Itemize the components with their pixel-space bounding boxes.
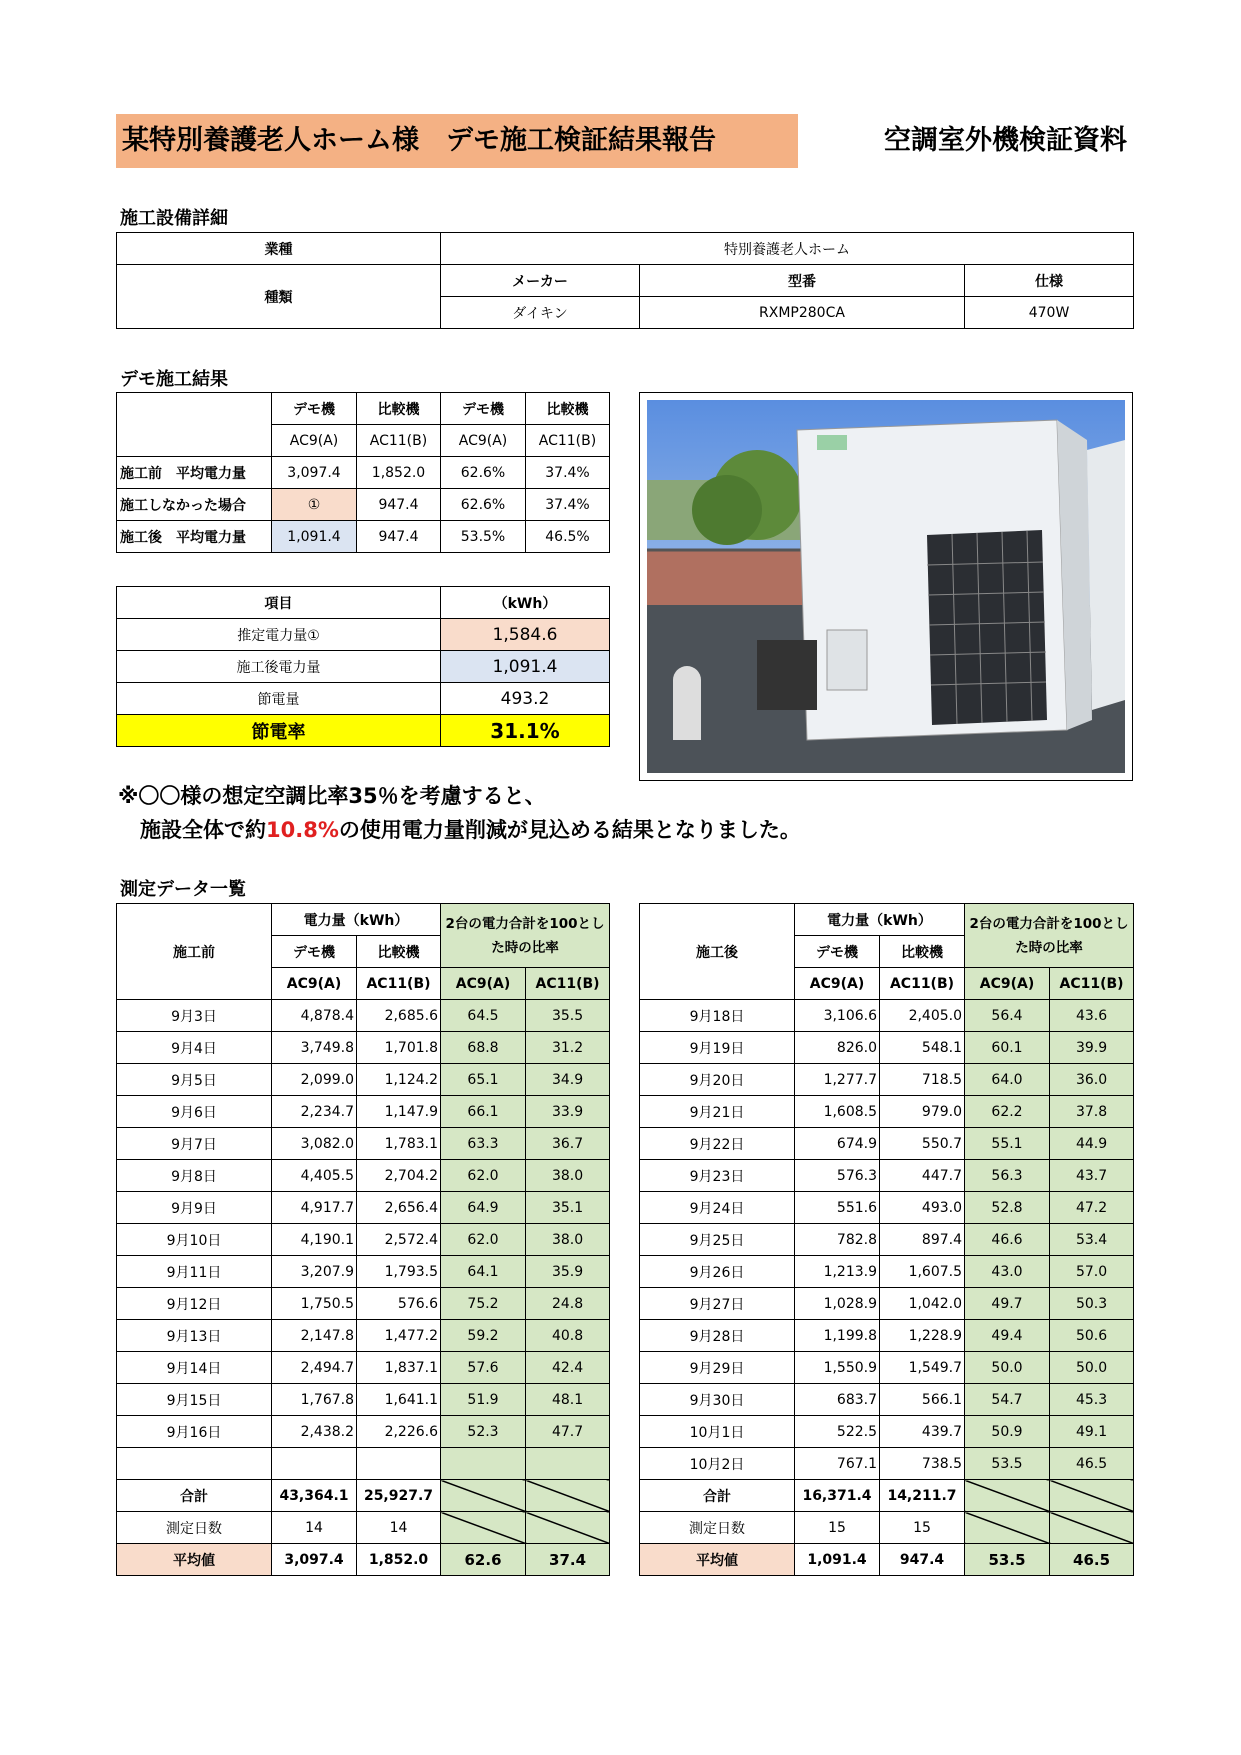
demo-value-cell: 2,147.8 bbox=[272, 1320, 357, 1352]
spec-label: 仕様 bbox=[965, 265, 1134, 297]
reduction-rate: 10.8% bbox=[266, 818, 339, 842]
period-title: 施工前 bbox=[117, 904, 272, 1000]
ratio-a-cell: 49.7 bbox=[965, 1288, 1050, 1320]
date-cell: 9月16日 bbox=[117, 1416, 272, 1448]
date-cell: 9月23日 bbox=[640, 1160, 795, 1192]
demo-value-cell: 3,106.6 bbox=[795, 1000, 880, 1032]
days-compare: 14 bbox=[357, 1512, 441, 1544]
unit-b-label: AC11(B) bbox=[1050, 968, 1134, 1000]
date-cell: 9月11日 bbox=[117, 1256, 272, 1288]
photo-frame bbox=[639, 392, 1133, 781]
table-row bbox=[640, 1000, 1134, 1032]
date-cell: 9月21日 bbox=[640, 1096, 795, 1128]
ratio-a-cell: 66.1 bbox=[441, 1096, 526, 1128]
table-row bbox=[117, 1096, 610, 1128]
diagonal-cell bbox=[1050, 1512, 1134, 1544]
maker-label: メーカー bbox=[441, 265, 640, 297]
demo-value-cell: 4,405.5 bbox=[272, 1160, 357, 1192]
cell: 947.4 bbox=[357, 489, 441, 521]
ratio-a-cell: 56.3 bbox=[965, 1160, 1050, 1192]
after-measurement-table bbox=[639, 903, 1134, 1576]
cell: 62.6% bbox=[441, 457, 526, 489]
demo-value-cell: 551.6 bbox=[795, 1192, 880, 1224]
table-row bbox=[640, 1064, 1134, 1096]
ratio-b-cell: 44.9 bbox=[1050, 1128, 1134, 1160]
total-compare: 25,927.7 bbox=[357, 1480, 441, 1512]
cell: 37.4% bbox=[526, 489, 610, 521]
avg-compare: 1,852.0 bbox=[357, 1544, 441, 1576]
table-row bbox=[640, 1384, 1134, 1416]
total-label: 合計 bbox=[117, 1480, 272, 1512]
demo-value-cell: 3,749.8 bbox=[272, 1032, 357, 1064]
ratio-a-cell: 62.0 bbox=[441, 1160, 526, 1192]
item-header: 項目 bbox=[117, 587, 441, 619]
table-row bbox=[117, 1448, 610, 1480]
total-compare: 14,211.7 bbox=[880, 1480, 965, 1512]
note-line-2 bbox=[118, 813, 801, 847]
ratio-a-cell: 49.4 bbox=[965, 1320, 1050, 1352]
total-demo: 16,371.4 bbox=[795, 1480, 880, 1512]
ratio-a-cell: 65.1 bbox=[441, 1064, 526, 1096]
demo-value-cell: 3,082.0 bbox=[272, 1128, 357, 1160]
results-table bbox=[116, 392, 610, 553]
ratio-a-cell: 55.1 bbox=[965, 1128, 1050, 1160]
ratio-a-cell: 50.0 bbox=[965, 1352, 1050, 1384]
compare-value-cell: 2,226.6 bbox=[357, 1416, 441, 1448]
demo-value-cell: 1,750.5 bbox=[272, 1288, 357, 1320]
ratio-a-cell: 52.3 bbox=[441, 1416, 526, 1448]
compare-value-cell: 1,837.1 bbox=[357, 1352, 441, 1384]
demo-value-cell: 3,207.9 bbox=[272, 1256, 357, 1288]
ratio-a-cell: 50.9 bbox=[965, 1416, 1050, 1448]
demo-value-cell: 2,099.0 bbox=[272, 1064, 357, 1096]
ratio-b-cell bbox=[526, 1448, 610, 1480]
ratio-a-cell: 64.0 bbox=[965, 1064, 1050, 1096]
ratio-b-cell: 34.9 bbox=[526, 1064, 610, 1096]
row-label: 施工前 平均電力量 bbox=[117, 457, 272, 489]
demo-value-cell: 522.5 bbox=[795, 1416, 880, 1448]
maker-value: ダイキン bbox=[441, 297, 640, 329]
row-label: 施工後 平均電力量 bbox=[117, 521, 272, 553]
demo-value-cell: 1,213.9 bbox=[795, 1256, 880, 1288]
avg-demo: 3,097.4 bbox=[272, 1544, 357, 1576]
demo-value-cell: 782.8 bbox=[795, 1224, 880, 1256]
ratio-b-cell: 33.9 bbox=[526, 1096, 610, 1128]
table-row bbox=[640, 1352, 1134, 1384]
ratio-b-cell: 57.0 bbox=[1050, 1256, 1134, 1288]
savings-value: 1,091.4 bbox=[441, 651, 610, 683]
compare-value-cell: 2,656.4 bbox=[357, 1192, 441, 1224]
results-col-unit: AC9(A) bbox=[441, 425, 526, 457]
results-section-title: デモ施工結果 bbox=[120, 369, 228, 390]
avg-ratio-b: 46.5 bbox=[1050, 1544, 1134, 1576]
table-row bbox=[640, 1128, 1134, 1160]
compare-value-cell: 1,147.9 bbox=[357, 1096, 441, 1128]
demo-value-cell: 1,550.9 bbox=[795, 1352, 880, 1384]
compare-value-cell bbox=[357, 1448, 441, 1480]
ratio-a-cell bbox=[441, 1448, 526, 1480]
compare-value-cell: 1,549.7 bbox=[880, 1352, 965, 1384]
compare-value-cell: 493.0 bbox=[880, 1192, 965, 1224]
savings-label: 施工後電力量 bbox=[117, 651, 441, 683]
ratio-b-cell: 38.0 bbox=[526, 1160, 610, 1192]
industry-label: 業種 bbox=[117, 233, 441, 265]
ratio-b-cell: 35.9 bbox=[526, 1256, 610, 1288]
days-demo: 15 bbox=[795, 1512, 880, 1544]
diagonal-cell bbox=[441, 1480, 526, 1512]
industry-value: 特別養護老人ホーム bbox=[441, 233, 1134, 265]
ratio-b-cell: 35.5 bbox=[526, 1000, 610, 1032]
ratio-a-cell: 68.8 bbox=[441, 1032, 526, 1064]
compare-value-cell: 2,572.4 bbox=[357, 1224, 441, 1256]
cell: 37.4% bbox=[526, 457, 610, 489]
table-row bbox=[640, 1160, 1134, 1192]
unit-b-label: AC11(B) bbox=[526, 968, 610, 1000]
date-cell: 9月12日 bbox=[117, 1288, 272, 1320]
table-row bbox=[117, 521, 610, 553]
ratio-b-cell: 39.9 bbox=[1050, 1032, 1134, 1064]
compare-value-cell: 1,477.2 bbox=[357, 1320, 441, 1352]
demo-label: デモ機 bbox=[795, 936, 880, 968]
compare-value-cell: 1,042.0 bbox=[880, 1288, 965, 1320]
conclusion-note bbox=[118, 779, 801, 847]
table-row bbox=[117, 1000, 610, 1032]
date-cell: 9月4日 bbox=[117, 1032, 272, 1064]
results-col-unit: AC11(B) bbox=[526, 425, 610, 457]
days-compare: 15 bbox=[880, 1512, 965, 1544]
date-cell: 9月26日 bbox=[640, 1256, 795, 1288]
results-col-unit: AC11(B) bbox=[357, 425, 441, 457]
demo-value-cell: 826.0 bbox=[795, 1032, 880, 1064]
date-cell: 9月15日 bbox=[117, 1384, 272, 1416]
results-col-header: 比較機 bbox=[526, 393, 610, 425]
cell: 62.6% bbox=[441, 489, 526, 521]
ratio-b-cell: 46.5 bbox=[1050, 1448, 1134, 1480]
power-header: 電力量（kWh） bbox=[272, 904, 441, 936]
table-row bbox=[640, 1320, 1134, 1352]
before-measurement-table bbox=[116, 903, 610, 1576]
measurement-section-title: 測定データ一覧 bbox=[120, 879, 246, 900]
table-row bbox=[117, 1032, 610, 1064]
compare-value-cell: 1,607.5 bbox=[880, 1256, 965, 1288]
note-text: の使用電力量削減が見込める結果となりました。 bbox=[338, 818, 801, 842]
savings-value: 493.2 bbox=[441, 683, 610, 715]
unit-a-label: AC9(A) bbox=[965, 968, 1050, 1000]
date-cell: 9月6日 bbox=[117, 1096, 272, 1128]
savings-label: 節電量 bbox=[117, 683, 441, 715]
date-cell bbox=[117, 1448, 272, 1480]
equipment-table bbox=[116, 232, 1134, 329]
demo-value-cell: 4,190.1 bbox=[272, 1224, 357, 1256]
ratio-b-cell: 45.3 bbox=[1050, 1384, 1134, 1416]
date-cell: 9月20日 bbox=[640, 1064, 795, 1096]
cell: 3,097.4 bbox=[272, 457, 357, 489]
unit-b-label: AC11(B) bbox=[357, 968, 441, 1000]
days-label: 測定日数 bbox=[640, 1512, 795, 1544]
model-label: 型番 bbox=[640, 265, 965, 297]
compare-value-cell: 718.5 bbox=[880, 1064, 965, 1096]
ratio-a-cell: 60.1 bbox=[965, 1032, 1050, 1064]
table-row bbox=[117, 1416, 610, 1448]
ratio-a-cell: 43.0 bbox=[965, 1256, 1050, 1288]
compare-value-cell: 979.0 bbox=[880, 1096, 965, 1128]
ratio-a-cell: 53.5 bbox=[965, 1448, 1050, 1480]
total-label: 合計 bbox=[640, 1480, 795, 1512]
table-row bbox=[117, 489, 610, 521]
avg-ratio-a: 62.6 bbox=[441, 1544, 526, 1576]
date-cell: 9月3日 bbox=[117, 1000, 272, 1032]
ratio-header: 2台の電力合計を100とした時の比率 bbox=[965, 904, 1134, 968]
date-cell: 9月14日 bbox=[117, 1352, 272, 1384]
note-text: 施設全体で約 bbox=[140, 818, 266, 842]
savings-value: 1,584.6 bbox=[441, 619, 610, 651]
compare-value-cell: 566.1 bbox=[880, 1384, 965, 1416]
compare-value-cell: 1,124.2 bbox=[357, 1064, 441, 1096]
unit-a-label: AC9(A) bbox=[441, 968, 526, 1000]
diagonal-cell bbox=[441, 1512, 526, 1544]
demo-value-cell: 767.1 bbox=[795, 1448, 880, 1480]
compare-value-cell: 2,405.0 bbox=[880, 1000, 965, 1032]
table-row bbox=[117, 457, 610, 489]
demo-value-cell: 4,917.7 bbox=[272, 1192, 357, 1224]
ratio-b-cell: 31.2 bbox=[526, 1032, 610, 1064]
demo-value-cell: 674.9 bbox=[795, 1128, 880, 1160]
avg-demo: 1,091.4 bbox=[795, 1544, 880, 1576]
report-title: 某特別養護老人ホーム様 デモ施工検証結果報告 bbox=[116, 114, 798, 168]
ratio-b-cell: 43.6 bbox=[1050, 1000, 1134, 1032]
model-value: RXMP280CA bbox=[640, 297, 965, 329]
outdoor-unit-photo bbox=[647, 400, 1125, 773]
demo-value-cell: 683.7 bbox=[795, 1384, 880, 1416]
ratio-a-cell: 62.0 bbox=[441, 1224, 526, 1256]
period-title: 施工後 bbox=[640, 904, 795, 1000]
diagonal-cell bbox=[965, 1512, 1050, 1544]
ratio-b-cell: 24.8 bbox=[526, 1288, 610, 1320]
cell: 53.5% bbox=[441, 521, 526, 553]
ratio-a-cell: 54.7 bbox=[965, 1384, 1050, 1416]
compare-value-cell: 738.5 bbox=[880, 1448, 965, 1480]
ratio-b-cell: 38.0 bbox=[526, 1224, 610, 1256]
demo-value-cell: 1,277.7 bbox=[795, 1064, 880, 1096]
results-col-unit: AC9(A) bbox=[272, 425, 357, 457]
date-cell: 9月29日 bbox=[640, 1352, 795, 1384]
demo-value-cell: 1,608.5 bbox=[795, 1096, 880, 1128]
date-cell: 9月27日 bbox=[640, 1288, 795, 1320]
average-row bbox=[640, 1544, 1134, 1576]
table-row bbox=[117, 1192, 610, 1224]
table-row bbox=[640, 1256, 1134, 1288]
cell: 1,091.4 bbox=[272, 521, 357, 553]
ratio-b-cell: 35.1 bbox=[526, 1192, 610, 1224]
days-demo: 14 bbox=[272, 1512, 357, 1544]
date-cell: 9月9日 bbox=[117, 1192, 272, 1224]
ratio-b-cell: 47.7 bbox=[526, 1416, 610, 1448]
ratio-b-cell: 37.8 bbox=[1050, 1096, 1134, 1128]
avg-ratio-a: 53.5 bbox=[965, 1544, 1050, 1576]
compare-value-cell: 576.6 bbox=[357, 1288, 441, 1320]
date-cell: 9月5日 bbox=[117, 1064, 272, 1096]
compare-label: 比較機 bbox=[880, 936, 965, 968]
compare-value-cell: 1,701.8 bbox=[357, 1032, 441, 1064]
ratio-b-cell: 48.1 bbox=[526, 1384, 610, 1416]
demo-value-cell: 2,234.7 bbox=[272, 1096, 357, 1128]
ratio-b-cell: 49.1 bbox=[1050, 1416, 1134, 1448]
date-cell: 9月30日 bbox=[640, 1384, 795, 1416]
demo-value-cell bbox=[272, 1448, 357, 1480]
table-row bbox=[640, 1224, 1134, 1256]
demo-value-cell: 1,767.8 bbox=[272, 1384, 357, 1416]
ratio-a-cell: 63.3 bbox=[441, 1128, 526, 1160]
compare-value-cell: 897.4 bbox=[880, 1224, 965, 1256]
note-line-1: ※〇〇様の想定空調比率35％を考慮すると、 bbox=[118, 784, 546, 808]
date-cell: 9月18日 bbox=[640, 1000, 795, 1032]
date-cell: 10月1日 bbox=[640, 1416, 795, 1448]
ratio-b-cell: 47.2 bbox=[1050, 1192, 1134, 1224]
table-row bbox=[117, 1288, 610, 1320]
diagonal-cell bbox=[1050, 1480, 1134, 1512]
ratio-b-cell: 40.8 bbox=[526, 1320, 610, 1352]
compare-value-cell: 447.7 bbox=[880, 1160, 965, 1192]
demo-value-cell: 1,028.9 bbox=[795, 1288, 880, 1320]
power-header: 電力量（kWh） bbox=[795, 904, 965, 936]
date-cell: 9月13日 bbox=[117, 1320, 272, 1352]
diagonal-cell bbox=[526, 1512, 610, 1544]
compare-value-cell: 2,685.6 bbox=[357, 1000, 441, 1032]
table-row bbox=[117, 1160, 610, 1192]
ratio-a-cell: 64.1 bbox=[441, 1256, 526, 1288]
diagonal-cell bbox=[965, 1480, 1050, 1512]
date-cell: 9月28日 bbox=[640, 1320, 795, 1352]
rate-label: 節電率 bbox=[117, 715, 441, 747]
date-cell: 9月24日 bbox=[640, 1192, 795, 1224]
ratio-b-cell: 50.3 bbox=[1050, 1288, 1134, 1320]
total-demo: 43,364.1 bbox=[272, 1480, 357, 1512]
avg-compare: 947.4 bbox=[880, 1544, 965, 1576]
rate-value: 31.1% bbox=[441, 715, 610, 747]
ratio-b-cell: 43.7 bbox=[1050, 1160, 1134, 1192]
demo-value-cell: 2,494.7 bbox=[272, 1352, 357, 1384]
table-row bbox=[117, 1352, 610, 1384]
ratio-a-cell: 75.2 bbox=[441, 1288, 526, 1320]
unit-b-label: AC11(B) bbox=[880, 968, 965, 1000]
ratio-header: 2台の電力合計を100とした時の比率 bbox=[441, 904, 610, 968]
table-row bbox=[640, 1032, 1134, 1064]
ratio-a-cell: 52.8 bbox=[965, 1192, 1050, 1224]
unit-header: （kWh） bbox=[441, 587, 610, 619]
results-corner bbox=[117, 393, 272, 457]
table-row bbox=[640, 1448, 1134, 1480]
days-row bbox=[640, 1512, 1134, 1544]
table-row bbox=[640, 1096, 1134, 1128]
ratio-b-cell: 53.4 bbox=[1050, 1224, 1134, 1256]
row-label: 施工しなかった場合 bbox=[117, 489, 272, 521]
ratio-b-cell: 50.6 bbox=[1050, 1320, 1134, 1352]
compare-value-cell: 2,704.2 bbox=[357, 1160, 441, 1192]
days-label: 測定日数 bbox=[117, 1512, 272, 1544]
ratio-a-cell: 62.2 bbox=[965, 1096, 1050, 1128]
average-row bbox=[117, 1544, 610, 1576]
unit-a-label: AC9(A) bbox=[795, 968, 880, 1000]
ratio-a-cell: 64.9 bbox=[441, 1192, 526, 1224]
date-cell: 9月7日 bbox=[117, 1128, 272, 1160]
table-row bbox=[117, 1224, 610, 1256]
ratio-b-cell: 36.0 bbox=[1050, 1064, 1134, 1096]
cell: 947.4 bbox=[357, 521, 441, 553]
compare-value-cell: 1,228.9 bbox=[880, 1320, 965, 1352]
results-col-header: デモ機 bbox=[441, 393, 526, 425]
type-label: 種類 bbox=[117, 265, 441, 329]
results-col-header: 比較機 bbox=[357, 393, 441, 425]
table-row bbox=[117, 1320, 610, 1352]
ratio-a-cell: 51.9 bbox=[441, 1384, 526, 1416]
date-cell: 9月19日 bbox=[640, 1032, 795, 1064]
avg-label: 平均値 bbox=[640, 1544, 795, 1576]
total-row bbox=[117, 1480, 610, 1512]
ratio-a-cell: 64.5 bbox=[441, 1000, 526, 1032]
ratio-a-cell: 56.4 bbox=[965, 1000, 1050, 1032]
compare-value-cell: 1,793.5 bbox=[357, 1256, 441, 1288]
cell: 1,852.0 bbox=[357, 457, 441, 489]
table-row bbox=[117, 1128, 610, 1160]
demo-value-cell: 576.3 bbox=[795, 1160, 880, 1192]
compare-label: 比較機 bbox=[357, 936, 441, 968]
unit-a-label: AC9(A) bbox=[272, 968, 357, 1000]
compare-value-cell: 1,641.1 bbox=[357, 1384, 441, 1416]
date-cell: 9月25日 bbox=[640, 1224, 795, 1256]
document-label: 空調室外機検証資料 bbox=[884, 125, 1127, 156]
results-col-header: デモ機 bbox=[272, 393, 357, 425]
compare-value-cell: 548.1 bbox=[880, 1032, 965, 1064]
cell: ① bbox=[272, 489, 357, 521]
spec-value: 470W bbox=[965, 297, 1134, 329]
date-cell: 9月8日 bbox=[117, 1160, 272, 1192]
ratio-b-cell: 50.0 bbox=[1050, 1352, 1134, 1384]
table-row bbox=[117, 1064, 610, 1096]
table-row bbox=[640, 1416, 1134, 1448]
ratio-a-cell: 59.2 bbox=[441, 1320, 526, 1352]
savings-table bbox=[116, 586, 610, 747]
equipment-section-title: 施工設備詳細 bbox=[120, 208, 228, 229]
savings-label: 推定電力量① bbox=[117, 619, 441, 651]
compare-value-cell: 550.7 bbox=[880, 1128, 965, 1160]
total-row bbox=[640, 1480, 1134, 1512]
ratio-a-cell: 46.6 bbox=[965, 1224, 1050, 1256]
ratio-b-cell: 42.4 bbox=[526, 1352, 610, 1384]
avg-ratio-b: 37.4 bbox=[526, 1544, 610, 1576]
avg-label: 平均値 bbox=[117, 1544, 272, 1576]
ratio-b-cell: 36.7 bbox=[526, 1128, 610, 1160]
demo-label: デモ機 bbox=[272, 936, 357, 968]
cell: 46.5% bbox=[526, 521, 610, 553]
date-cell: 10月2日 bbox=[640, 1448, 795, 1480]
table-row bbox=[117, 1384, 610, 1416]
diagonal-cell bbox=[526, 1480, 610, 1512]
demo-value-cell: 2,438.2 bbox=[272, 1416, 357, 1448]
table-row bbox=[117, 1256, 610, 1288]
compare-value-cell: 439.7 bbox=[880, 1416, 965, 1448]
table-row bbox=[640, 1192, 1134, 1224]
date-cell: 9月22日 bbox=[640, 1128, 795, 1160]
table-row bbox=[640, 1288, 1134, 1320]
demo-value-cell: 1,199.8 bbox=[795, 1320, 880, 1352]
ratio-a-cell: 57.6 bbox=[441, 1352, 526, 1384]
date-cell: 9月10日 bbox=[117, 1224, 272, 1256]
demo-value-cell: 4,878.4 bbox=[272, 1000, 357, 1032]
days-row bbox=[117, 1512, 610, 1544]
compare-value-cell: 1,783.1 bbox=[357, 1128, 441, 1160]
